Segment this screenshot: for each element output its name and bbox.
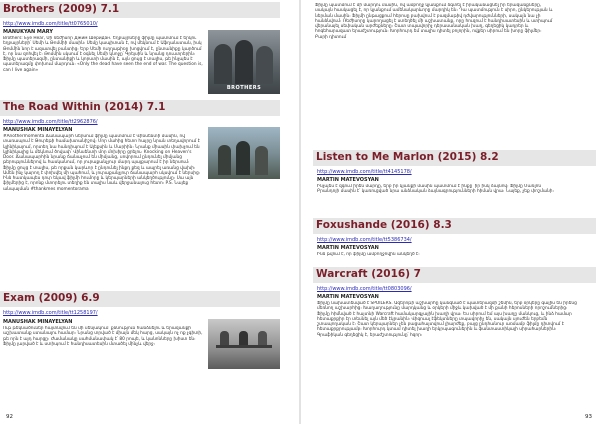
review-body: Ինձ թվում է, որ ֆիլմը ամբողջովին անկեղծ է։ bbox=[317, 252, 420, 257]
review-author: MANUSHAK MINAYELYAN bbox=[3, 319, 73, 325]
review-body: Ֆիլմը նախատեսված է SPOILERS. Ազերոթի աշխարհը կանգնած է պատերազմի շեմին, երբ օրկերը գալիս են իրենց մեռնող աշխարհից։ Խաղաղությունը մարդկանց և օրկերի միջև կախված է մի քանի հերոսների որոշումներից։ Ֆիլմը հիմնված է հայտնի Warcraft համակարգչային խաղի վրա։ Ես սիրում եմ այս խաղը մանկուց, և ինձ համար հետաքրքիր էր տեսնել այն մեծ էկրանին։ Վիզուալ էֆեկտները տպավորիչ են, սակայն սյուժեն երբեմն շտապողական է։ Շատ կերպարներ չեն բացահայտվում լիարժեք, բայց ընդհանուր առմամբ ֆիլմը դիտվում է հետաքրքրությամբ։ Խորհուրդ կտամ դիտել խաղի երկրպագուներին և ֆանտաստիկայի սիրահարներին։ Գրաֆիկան գեղեցիկ է, երաժշտությունը՝ հզոր։ bbox=[317, 301, 577, 338]
review-author: MANUKYAN MARY bbox=[3, 29, 53, 35]
poster-caption: BROTHERS bbox=[226, 85, 262, 91]
imdb-link[interactable]: http://www.imdb.com/title/tt2962876/ bbox=[3, 119, 98, 125]
entry-title: The Road Within (2014) 7.1 bbox=[3, 101, 166, 113]
review-author: MARTIN MATEVOSYAN bbox=[317, 177, 379, 183]
entry-title: Exam (2009) 6.9 bbox=[3, 292, 100, 304]
page-number: 93 bbox=[585, 414, 592, 420]
entry-title: Foxushande (2016) 8.3 bbox=[316, 219, 452, 231]
review-continuation: Ֆիլմը պատմում է մի մարդու մասին, ով ամբողջ կյանքում ձգտել է իրականացնել իր երազանքները, սակայն հասկացել է, որ կյանքում ամենակարևորը մարդիկ են։ Դա պատմություն է սիրո, ընկերության և ներման մասին։ Ֆիլմի ընթացքում հերոսը բախվում է բազմաթիվ դժվարությունների, սակայն նա չի հանձնվում։ Ռեժիսորը կարողացել է ստեղծել մի աշխատանք, որը հուզում է հանդիսատեսին և ստիպում վերանայել սեփական արժեքները։ Շատ տպավորիչ դերասանական խաղ, գեղեցիկ կադրեր և հոգեհարազատ երաժշտություն։ Խորհուրդ եմ տալիս դիտել բոլորին, ովքեր սիրում են խորը ֆիլմեր։ Բարի դիտում bbox=[315, 3, 553, 40]
entry-title: Listen to Me Marlon (2015) 8.2 bbox=[316, 151, 499, 163]
review-author: MANUSHAK MINAYELYAN bbox=[3, 127, 73, 133]
imdb-link[interactable]: http://www.imdb.com/title/tt1258197/ bbox=[3, 310, 98, 316]
review-author: MARTIN MATEVOSYAN bbox=[317, 245, 379, 251]
review-body: #Anothermomenta Ճանապարհ ներսում ֆիլմը պատմում է Վինսենտի մասին, ով տառապում է Թուրեթի համախտանիշով։ Մոր մահից հետո հայրը նրան տեղավորում է կլինիկայում, որտեղ նա հանդիպում է Ալեքսին և Մարիին։ Նրանք միասին փախչում են կլինիկայից և մեկնում ծովափ՝ Վինսենտի մոր մոխիրը ցրելու։ Knocking on Heaven's Door. Ճանապարհին նրանք ճանաչում են միմյանց, սովորում ընդունել միմյանց թերություններով և հասկանում, որ յուրաքանչյուր մարդ պայքարում է իր ներսում։ Ֆիլմը ցույց է տալիս, թե որքան կարևոր է ընդունել ինքդ քեզ և ապրել առանց վախի։ Ամեն ինչ կարող է փոխվել մի պահում, և յուրաքանչյուր ճանապարհ սկսվում է ներսից։ Ինձ հատկապես դուր եկավ ֆիլմի հումորը և կերպարների անկեղծությունը։ Սա այն ֆիլմերից է, որոնք մտորելու տեղիք են տալիս նաև վերջանալուց հետո։ P.S. Նայեք անպայման #thankmes momentorama bbox=[3, 134, 201, 192]
imdb-link[interactable]: http://www.imdb.com/title/tt5386734/ bbox=[317, 237, 412, 243]
review-body: Ինչպես է զգում իրեն մարդը, երբ իր կյանքի մասին պատմում է ինքը՝ իր իսկ ձայնով։ Ֆիլմը Մառլոն Բրանդոյի մասին է՝ կառուցված նրա անձնական ձայնագրությունների հիման վրա։ Նայեք, չեք փոշմանի։ bbox=[317, 184, 554, 195]
movie-poster bbox=[208, 319, 280, 369]
entry-title-bar bbox=[0, 100, 280, 116]
entry-title-bar bbox=[313, 150, 596, 166]
review-body: Brothers: Eye Hear, Սի ռեժիսոր Джим Шеридан. Եղբայրները ֆիլմը պատմում է երկու եղբայրների՝ Սեմի և Թոմմիի մասին։ Սեմը կապիտան է, ով մեկնում է Աֆղանստան, իսկ Թոմմին նոր է ազատվել բանտից։ Երբ Սեմի ուղղաթիռը խոցվում է, ընտանիքը կարծում է, որ նա զոհվել է։ Թոմմին սկսում է օգնել Սեմի կնոջը՝ Գրեյսին և նրանց դուստրերին։ Ֆիլմը պատերազմի, ընտանիքի և կորստի մասին է, այն ցույց է տալիս, թե ինչպես է պատերազմը փոխում մարդուն։ «Only the dead have seen the end of war. The question is, can I live again» bbox=[3, 36, 203, 73]
entry-title: Brothers (2009) 7.1 bbox=[3, 3, 120, 15]
entry-title-bar bbox=[313, 267, 596, 283]
imdb-link[interactable]: http://www.imdb.com/title/tt0803096/ bbox=[317, 286, 412, 292]
left-page bbox=[0, 0, 299, 424]
movie-poster bbox=[208, 30, 280, 94]
review-body: Ութ թեկնածուներ հայտնվում են մի սենյակում՝ քննություն հանձնելու և երազանքի աշխատանք ստանալու համար։ Նրանց տրված է միայն մեկ հարց, սակայն ոչ ոք չգիտի, թե որն է այդ հարցը։ Ժամանակը սահմանափակ է՝ 80 րոպե, և կանոնները խիստ են։ Ֆիլմը լարված է և ստիպում է հանդիսատեսին մտածել մինչև վերջ։ bbox=[3, 326, 203, 347]
entry-title-bar bbox=[0, 2, 280, 18]
movie-poster bbox=[208, 127, 280, 179]
imdb-link[interactable]: http://www.imdb.com/title/tt0765010/ bbox=[3, 21, 98, 27]
right-page bbox=[301, 0, 600, 424]
imdb-link[interactable]: http://www.imdb.com/title/tt4145178/ bbox=[317, 169, 412, 175]
entry-title-bar bbox=[0, 291, 280, 307]
page-number: 92 bbox=[6, 414, 13, 420]
entry-title: Warcraft (2016) 7 bbox=[316, 268, 421, 280]
review-author: MARTIN MATEVOSYAN bbox=[317, 294, 379, 300]
entry-title-bar bbox=[313, 218, 596, 234]
